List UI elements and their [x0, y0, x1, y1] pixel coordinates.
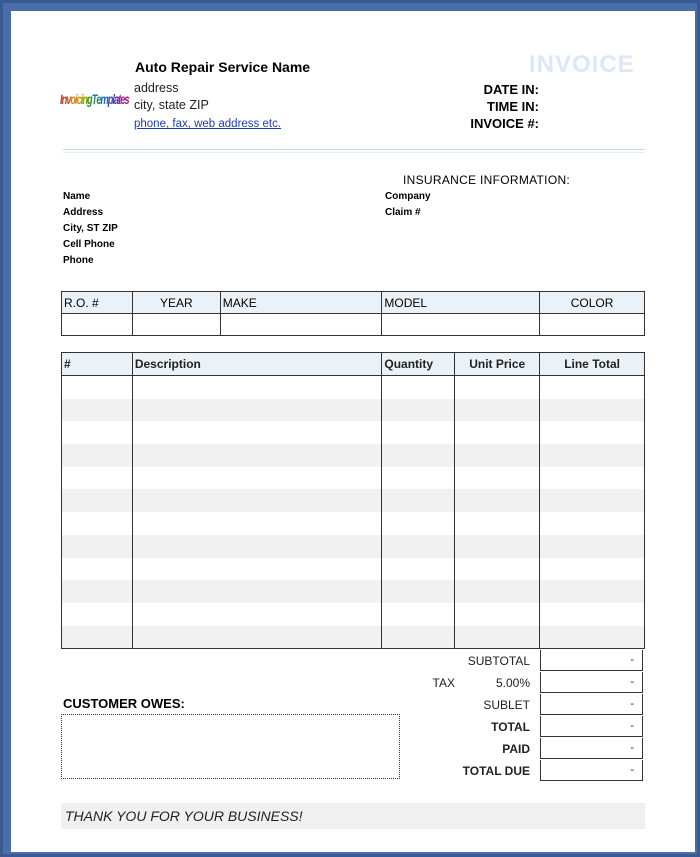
unit-price-cell[interactable]: [455, 421, 540, 444]
total-label: TOTAL: [491, 720, 530, 734]
description-cell[interactable]: [132, 467, 382, 490]
tax-value: -: [540, 672, 643, 693]
description-cell[interactable]: [132, 580, 382, 603]
quantity-cell[interactable]: [382, 512, 455, 535]
window-frame: [3, 3, 697, 854]
header-make: MAKE: [220, 292, 382, 314]
header-unit-price: Unit Price: [455, 353, 540, 376]
table-row: [62, 558, 645, 581]
customer-cell-label: Cell Phone: [63, 239, 115, 250]
header-model: MODEL: [382, 292, 540, 314]
line-total-cell[interactable]: [540, 489, 645, 512]
header-divider: [63, 149, 645, 150]
unit-price-cell[interactable]: [455, 489, 540, 512]
customer-owes-label: CUSTOMER OWES:: [63, 696, 185, 711]
paid-label: PAID: [502, 742, 530, 756]
line-total-cell[interactable]: [540, 467, 645, 490]
vehicle-table: [61, 291, 645, 336]
description-cell[interactable]: [132, 444, 382, 467]
item-number-cell[interactable]: [62, 489, 133, 512]
insurance-claim-label: Claim #: [385, 207, 421, 218]
item-number-cell[interactable]: [62, 399, 133, 422]
header-ro-number: R.O. #: [62, 292, 133, 314]
header-description: Description: [132, 353, 382, 376]
line-total-cell[interactable]: [540, 421, 645, 444]
description-cell[interactable]: [132, 535, 382, 558]
table-row: [62, 444, 645, 467]
quantity-cell[interactable]: [382, 580, 455, 603]
table-row: [62, 421, 645, 444]
header-divider-secondary: [63, 152, 645, 153]
unit-price-cell[interactable]: [455, 626, 540, 649]
item-number-cell[interactable]: [62, 535, 133, 558]
item-number-cell[interactable]: [62, 603, 133, 626]
table-row: [62, 626, 645, 649]
item-number-cell[interactable]: [62, 467, 133, 490]
description-cell[interactable]: [132, 558, 382, 581]
company-name: Auto Repair Service Name: [135, 59, 311, 75]
ro-number-cell[interactable]: [62, 314, 133, 336]
customer-name-label: Name: [63, 191, 91, 202]
line-total-cell[interactable]: [540, 558, 645, 581]
thank-you-footer: THANK YOU FOR YOUR BUSINESS!: [61, 803, 645, 829]
unit-price-cell[interactable]: [455, 399, 540, 422]
unit-price-cell[interactable]: [455, 512, 540, 535]
quantity-cell[interactable]: [382, 444, 455, 467]
quantity-cell[interactable]: [382, 421, 455, 444]
line-total-cell[interactable]: [540, 603, 645, 626]
table-row: [62, 467, 645, 490]
description-cell[interactable]: [132, 399, 382, 422]
item-number-cell[interactable]: [62, 580, 133, 603]
item-number-cell[interactable]: [62, 558, 133, 581]
customer-city-label: City, ST ZIP: [63, 223, 118, 234]
unit-price-cell[interactable]: [455, 580, 540, 603]
quantity-cell[interactable]: [382, 603, 455, 626]
invoice-title: INVOICE: [529, 51, 635, 78]
table-row: [62, 399, 645, 422]
paid-value: -: [540, 738, 643, 759]
table-row: [62, 535, 645, 558]
line-total-cell[interactable]: [540, 376, 645, 399]
quantity-cell[interactable]: [382, 535, 455, 558]
total-value: -: [540, 716, 643, 737]
quantity-cell[interactable]: [382, 489, 455, 512]
unit-price-cell[interactable]: [455, 467, 540, 490]
customer-owes-box[interactable]: [61, 714, 400, 779]
invoice-number-label: INVOICE #:: [470, 116, 539, 131]
line-total-cell[interactable]: [540, 626, 645, 649]
color-cell[interactable]: [540, 314, 645, 336]
invoice-page: [11, 11, 695, 852]
insurance-company-label: Company: [385, 191, 431, 202]
line-total-cell[interactable]: [540, 512, 645, 535]
item-number-cell[interactable]: [62, 512, 133, 535]
unit-price-cell[interactable]: [455, 444, 540, 467]
table-row: [62, 603, 645, 626]
description-cell[interactable]: [132, 603, 382, 626]
description-cell[interactable]: [132, 512, 382, 535]
header-item-number: #: [62, 353, 133, 376]
subtotal-label: SUBTOTAL: [467, 654, 530, 668]
table-row: [62, 376, 645, 399]
unit-price-cell[interactable]: [455, 535, 540, 558]
quantity-cell[interactable]: [382, 558, 455, 581]
year-cell[interactable]: [132, 314, 220, 336]
unit-price-cell[interactable]: [455, 376, 540, 399]
quantity-cell[interactable]: [382, 467, 455, 490]
table-row: [62, 580, 645, 603]
vehicle-table-row: [62, 314, 645, 336]
vehicle-table-header: [62, 292, 645, 314]
quantity-cell[interactable]: [382, 626, 455, 649]
quantity-cell[interactable]: [382, 399, 455, 422]
table-row: [62, 489, 645, 512]
tax-label: TAX: [432, 676, 455, 690]
item-number-cell[interactable]: [62, 444, 133, 467]
header-color: COLOR: [540, 292, 645, 314]
model-cell[interactable]: [382, 314, 540, 336]
sublet-value: -: [540, 694, 643, 715]
quantity-cell[interactable]: [382, 376, 455, 399]
line-items-header: [62, 353, 645, 376]
unit-price-cell[interactable]: [455, 558, 540, 581]
total-due-value: -: [540, 760, 643, 781]
item-number-cell[interactable]: [62, 376, 133, 399]
company-city-state-zip: city, state ZIP: [134, 98, 209, 112]
subtotal-value: -: [540, 650, 643, 671]
customer-address-label: Address: [63, 207, 104, 218]
description-cell[interactable]: [132, 421, 382, 444]
line-items-table: [61, 352, 645, 649]
time-in-label: TIME IN:: [487, 99, 539, 114]
description-cell[interactable]: [132, 489, 382, 512]
insurance-title: INSURANCE INFORMATION:: [403, 173, 571, 187]
make-cell[interactable]: [220, 314, 382, 336]
table-row: [62, 512, 645, 535]
unit-price-cell[interactable]: [455, 603, 540, 626]
line-total-cell[interactable]: [540, 580, 645, 603]
description-cell[interactable]: [132, 376, 382, 399]
line-total-cell[interactable]: [540, 444, 645, 467]
item-number-cell[interactable]: [62, 626, 133, 649]
sublet-label: SUBLET: [483, 698, 530, 712]
tax-rate: 5.00%: [495, 676, 530, 690]
header-year: YEAR: [132, 292, 220, 314]
company-contact-link[interactable]: phone, fax, web address etc.: [134, 118, 282, 130]
line-total-cell[interactable]: [540, 535, 645, 558]
company-address: address: [134, 81, 179, 95]
line-total-cell[interactable]: [540, 399, 645, 422]
header-quantity: Quantity: [382, 353, 455, 376]
date-in-label: DATE IN:: [483, 82, 539, 97]
total-due-label: TOTAL DUE: [462, 764, 530, 778]
company-logo: InvoicingTemplates: [60, 91, 129, 107]
item-number-cell[interactable]: [62, 421, 133, 444]
header-line-total: Line Total: [540, 353, 645, 376]
description-cell[interactable]: [132, 626, 382, 649]
customer-phone-label: Phone: [63, 255, 94, 266]
